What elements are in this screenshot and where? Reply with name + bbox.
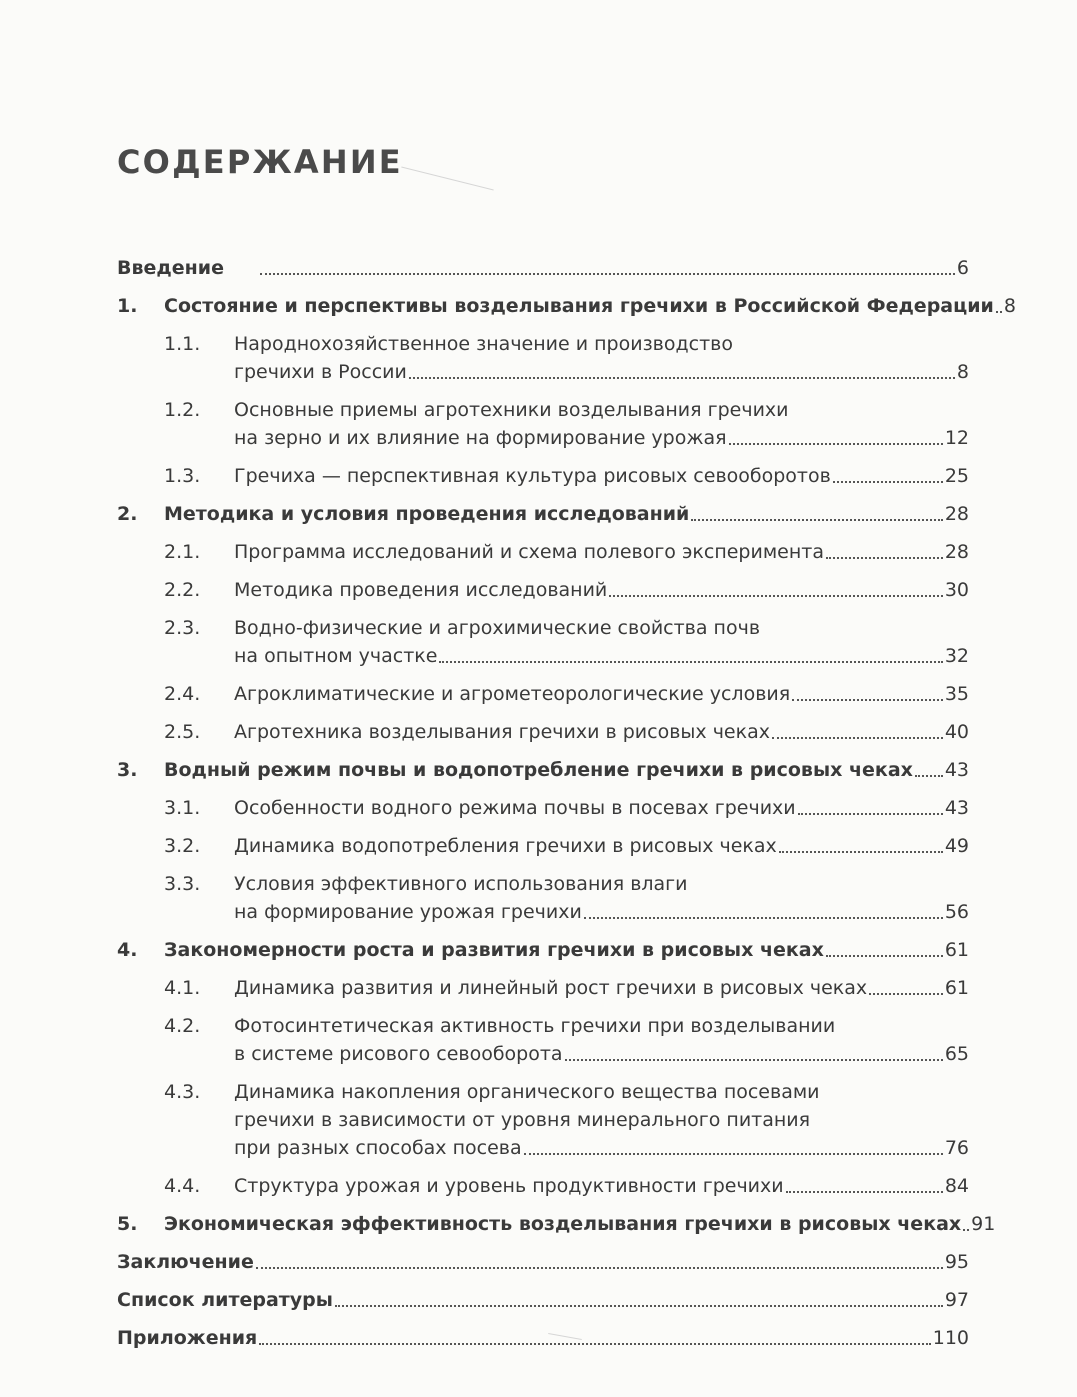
dot-leader [779, 851, 943, 853]
entry-title: Список литературы [117, 1289, 333, 1311]
section-number: 1.3. [164, 465, 201, 487]
entry-title: Динамика водопотребления гречихи в рисовых чеках [234, 835, 777, 857]
page-number: 32 [944, 645, 969, 667]
toc-entry[interactable] [117, 614, 969, 670]
toc-entry[interactable] [117, 794, 969, 822]
dot-leader [409, 377, 955, 379]
entry-title: Введение [117, 257, 224, 279]
page-number: 40 [944, 721, 969, 743]
page-number: 95 [944, 1251, 969, 1273]
toc-entry[interactable] [117, 1286, 969, 1314]
entry-title: Основные приемы агротехники возделывания гречихи [234, 399, 789, 421]
page-title: СОДЕРЖАНИЕ [117, 143, 403, 181]
dot-leader [439, 661, 942, 663]
entry-title: при разных способах посева [234, 1137, 522, 1159]
page-number: 6 [956, 257, 969, 279]
section-number: 3.2. [164, 835, 201, 857]
entry-title: Агроклиматические и агрометеорологические условия [234, 683, 791, 705]
section-number: 5. [117, 1213, 138, 1235]
dot-leader [256, 1267, 943, 1269]
section-number: 1.2. [164, 399, 201, 421]
page-number: 65 [944, 1043, 969, 1065]
page-number: 25 [944, 465, 969, 487]
toc-entry[interactable] [117, 1172, 969, 1200]
toc-entry[interactable] [117, 680, 969, 708]
dot-leader [335, 1305, 943, 1307]
section-number: 4.3. [164, 1081, 201, 1103]
dot-leader [833, 481, 943, 483]
page-number: 8 [956, 361, 969, 383]
page-number: 35 [944, 683, 969, 705]
entry-title: Экономическая эффективность возделывания гречихи в рисовых чеках [164, 1213, 962, 1235]
section-number: 4.4. [164, 1175, 201, 1197]
toc-entry[interactable] [117, 1012, 969, 1068]
entry-title: Приложения [117, 1327, 258, 1349]
toc-entry[interactable] [117, 756, 969, 784]
entry-title: гречихи в России [234, 361, 407, 383]
toc-entry[interactable] [117, 292, 1016, 320]
page-number: 43 [944, 797, 969, 819]
entry-title: Структура урожая и уровень продуктивности гречихи [234, 1175, 784, 1197]
toc-entry[interactable] [117, 500, 969, 528]
section-number: 4.2. [164, 1015, 201, 1037]
page-number: 56 [944, 901, 969, 923]
toc-entry[interactable] [117, 870, 969, 926]
page-number: 61 [944, 939, 969, 961]
dot-leader [963, 1229, 969, 1231]
page-number: 61 [944, 977, 969, 999]
entry-title: Состояние и перспективы возделывания гречихи в Российской Федерации [164, 295, 994, 317]
toc-entry[interactable] [117, 576, 969, 604]
section-number: 2.3. [164, 617, 201, 639]
page-number: 76 [944, 1137, 969, 1159]
page-number: 110 [932, 1327, 969, 1349]
entry-title: Программа исследований и схема полевого эксперимента [234, 541, 825, 563]
toc-entry[interactable] [117, 330, 969, 386]
entry-title: в системе рисового севооборота [234, 1043, 563, 1065]
section-number: 2. [117, 503, 138, 525]
toc-entry[interactable] [117, 974, 969, 1002]
section-number: 2.4. [164, 683, 201, 705]
entry-title: Гречиха — перспективная культура рисовых севооборотов [234, 465, 831, 487]
entry-title: Агротехника возделывания гречихи в рисовых чеках [234, 721, 770, 743]
dot-leader [869, 993, 943, 995]
page-number: 91 [971, 1213, 996, 1235]
section-number: 4.1. [164, 977, 201, 999]
dot-leader [260, 273, 955, 275]
dot-leader [729, 443, 943, 445]
toc-entry[interactable] [117, 718, 969, 746]
section-number: 2.1. [164, 541, 201, 563]
dot-leader [584, 917, 943, 919]
entry-title: Водный режим почвы и водопотребление гречихи в рисовых чеках [164, 759, 913, 781]
entry-title: Фотосинтетическая активность гречихи при возделывании [234, 1015, 836, 1037]
section-number: 2.2. [164, 579, 201, 601]
section-number: 1. [117, 295, 138, 317]
entry-title: Методика проведения исследований [234, 579, 608, 601]
dot-leader [826, 955, 943, 957]
page-number: 30 [944, 579, 969, 601]
toc-entry[interactable] [117, 936, 969, 964]
page-number: 8 [1003, 295, 1016, 317]
section-number: 4. [117, 939, 138, 961]
entry-title: Особенности водного режима почвы в посевах гречихи [234, 797, 796, 819]
toc-entry[interactable] [117, 396, 969, 452]
dot-leader [524, 1153, 943, 1155]
scan-mark [401, 167, 493, 191]
dot-leader [826, 557, 943, 559]
entry-title: Методика и условия проведения исследований [164, 503, 690, 525]
entry-title: на зерно и их влияние на формирование урожая [234, 427, 727, 449]
page-number: 28 [944, 503, 969, 525]
dot-leader [772, 737, 943, 739]
section-number: 2.5. [164, 721, 201, 743]
toc-entry[interactable] [117, 462, 969, 490]
dot-leader [792, 699, 943, 701]
dot-leader [798, 813, 943, 815]
toc-entry[interactable] [117, 538, 969, 566]
page-number: 97 [944, 1289, 969, 1311]
entry-title: Закономерности роста и развития гречихи в рисовых чеках [164, 939, 824, 961]
dot-leader [915, 775, 943, 777]
entry-title: Динамика развития и линейный рост гречихи в рисовых чеках [234, 977, 868, 999]
toc-entry[interactable] [117, 832, 969, 860]
page-number: 12 [944, 427, 969, 449]
entry-title: Динамика накопления органического вещества посевами [234, 1081, 820, 1103]
dot-leader [996, 311, 1002, 313]
section-number: 1.1. [164, 333, 201, 355]
table-of-contents [117, 254, 1016, 1362]
entry-title: гречихи в зависимости от уровня минерального питания [234, 1109, 811, 1131]
entry-title: на формирование урожая гречихи [234, 901, 582, 923]
dot-leader [691, 519, 942, 521]
entry-title: Народнохозяйственное значение и производство [234, 333, 733, 355]
toc-entry[interactable] [117, 1248, 969, 1276]
dot-leader [786, 1191, 943, 1193]
section-number: 3. [117, 759, 138, 781]
dot-leader [609, 595, 943, 597]
page-number: 28 [944, 541, 969, 563]
page-number: 49 [944, 835, 969, 857]
entry-title: на опытном участке [234, 645, 438, 667]
toc-entry[interactable] [117, 1210, 996, 1238]
entry-title: Заключение [117, 1251, 254, 1273]
dot-leader [259, 1343, 931, 1345]
page-number: 84 [944, 1175, 969, 1197]
section-number: 3.1. [164, 797, 201, 819]
entry-title: Водно-физические и агрохимические свойства почв [234, 617, 761, 639]
dot-leader [565, 1059, 943, 1061]
entry-title: Условия эффективного использования влаги [234, 873, 688, 895]
section-number: 3.3. [164, 873, 201, 895]
toc-entry[interactable] [117, 1078, 969, 1162]
page-number: 43 [944, 759, 969, 781]
toc-entry[interactable] [117, 254, 969, 282]
toc-entry[interactable] [117, 1324, 969, 1352]
